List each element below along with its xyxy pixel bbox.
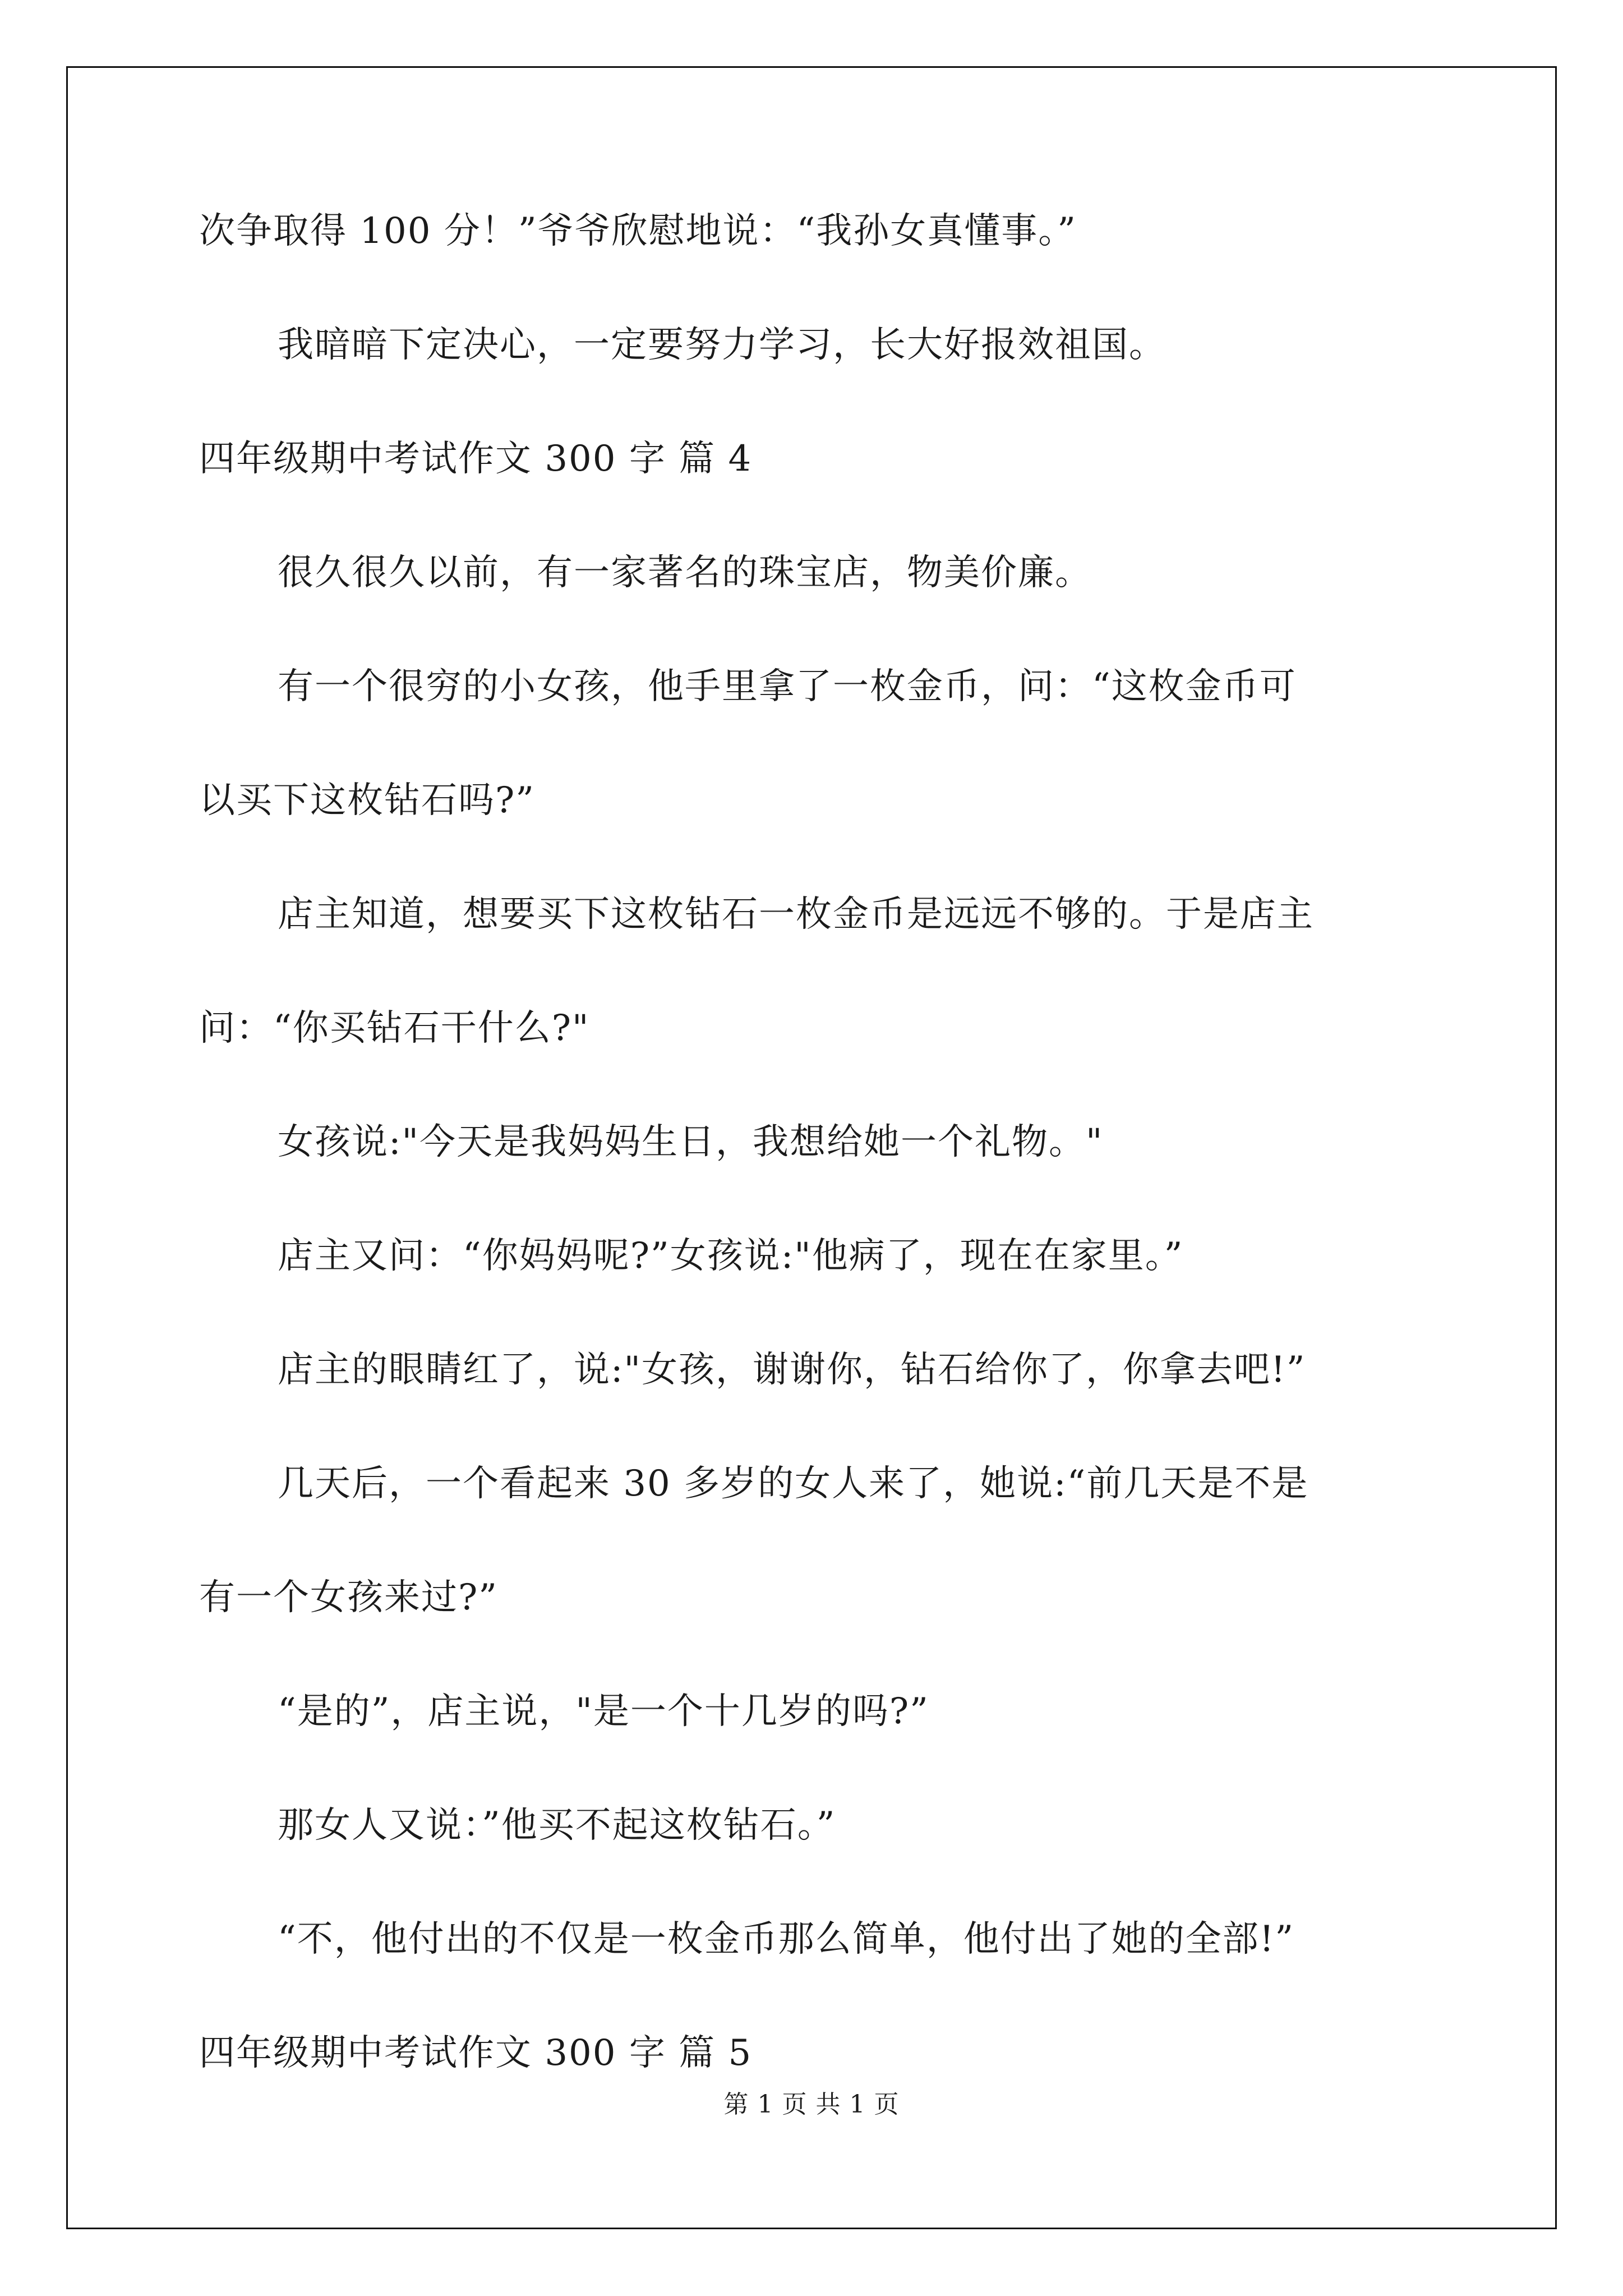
paragraph-line: 女孩说:"今天是我妈妈生日，我想给她一个礼物。" bbox=[278, 1121, 1104, 1163]
paragraph-line: 以买下这枚钻石吗?” bbox=[199, 780, 536, 821]
paragraph-line: 有一个女孩来过?” bbox=[199, 1577, 499, 1618]
paragraph-line: 店主又问：“你妈妈呢?”女孩说:"他病了，现在在家里。” bbox=[278, 1235, 1184, 1277]
section-heading: 四年级期中考试作文 300 字 篇 5 bbox=[199, 2032, 753, 2074]
paragraph-line: 很久很久以前，有一家著名的珠宝店，物美价廉。 bbox=[278, 552, 1092, 593]
paragraph-line: “是的”，店主说，"是一个十几岁的吗?” bbox=[278, 1691, 929, 1732]
paragraph-line: 几天后，一个看起来 30 多岁的女人来了，她说:“前几天是不是 bbox=[278, 1463, 1309, 1504]
section-heading: 四年级期中考试作文 300 字 篇 4 bbox=[199, 438, 753, 480]
paragraph-line: 那女人又说：”他买不起这枚钻石。” bbox=[278, 1805, 836, 1846]
paragraph-line: 有一个很穷的小女孩，他手里拿了一枚金币，问：“这枚金币可 bbox=[278, 666, 1297, 707]
paragraph-line: 问：“你买钻石干什么?" bbox=[199, 1007, 590, 1049]
paragraph-line: 店主的眼睛红了，说:"女孩，谢谢你，钻石给你了，你拿去吧!” bbox=[278, 1349, 1306, 1391]
page-footer: 第 1 页 共 1 页 bbox=[723, 2090, 900, 2119]
paragraph-line: 次争取得 100 分！”爷爷欣慰地说：“我孙女真懂事。” bbox=[199, 210, 1077, 252]
paragraph-line: “不，他付出的不仅是一枚金币那么简单，他付出了她的全部!” bbox=[278, 1918, 1295, 1960]
document-body bbox=[199, 210, 1433, 2149]
paragraph-line: 店主知道，想要买下这枚钻石一枚金币是远远不够的。于是店主 bbox=[278, 894, 1314, 935]
paragraph-line: 我暗暗下定决心，一定要努力学习，长大好报效祖国。 bbox=[278, 324, 1166, 366]
